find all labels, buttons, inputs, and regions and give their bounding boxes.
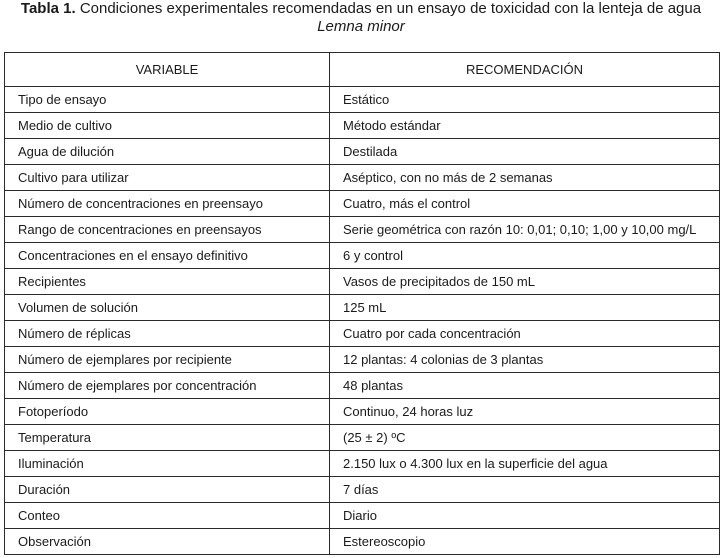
column-header-variable: VARIABLE bbox=[5, 53, 330, 87]
variable-cell: Iluminación bbox=[5, 451, 330, 477]
table-row bbox=[5, 321, 720, 347]
recommendation-cell: Destilada bbox=[330, 139, 720, 165]
recommendation-cell: Estático bbox=[330, 87, 720, 113]
table-row bbox=[5, 347, 720, 373]
variable-cell: Duración bbox=[5, 477, 330, 503]
table-body bbox=[5, 87, 720, 555]
table-row bbox=[5, 165, 720, 191]
table-header-row bbox=[5, 53, 720, 87]
conditions-table bbox=[4, 52, 720, 555]
variable-cell: Temperatura bbox=[5, 425, 330, 451]
caption-species: Lemna minor bbox=[317, 18, 405, 35]
variable-cell: Agua de dilución bbox=[5, 139, 330, 165]
recommendation-cell: (25 ± 2) ºC bbox=[330, 425, 720, 451]
variable-cell: Rango de concentraciones en preensayos bbox=[5, 217, 330, 243]
column-header-recommendation: RECOMENDACIÓN bbox=[330, 53, 720, 87]
table-row bbox=[5, 87, 720, 113]
recommendation-cell: Serie geométrica con razón 10: 0,01; 0,10; 1,00 y 10,00 mg/L bbox=[330, 217, 720, 243]
recommendation-cell: Continuo, 24 horas luz bbox=[330, 399, 720, 425]
recommendation-cell: Estereoscopio bbox=[330, 529, 720, 555]
recommendation-cell: Aséptico, con no más de 2 semanas bbox=[330, 165, 720, 191]
caption-text: Condiciones experimentales recomendadas en un ensayo de toxicidad con la lenteja de agua bbox=[75, 0, 702, 17]
variable-cell: Fotoperíodo bbox=[5, 399, 330, 425]
table-row bbox=[5, 139, 720, 165]
recommendation-cell: 7 días bbox=[330, 477, 720, 503]
recommendation-cell: 6 y control bbox=[330, 243, 720, 269]
variable-cell: Medio de cultivo bbox=[5, 113, 330, 139]
table-row bbox=[5, 243, 720, 269]
table-row bbox=[5, 373, 720, 399]
table-caption bbox=[0, 0, 722, 36]
table-row bbox=[5, 425, 720, 451]
recommendation-cell: Cuatro por cada concentración bbox=[330, 321, 720, 347]
variable-cell: Tipo de ensayo bbox=[5, 87, 330, 113]
recommendation-cell: Diario bbox=[330, 503, 720, 529]
table-row bbox=[5, 217, 720, 243]
variable-cell: Concentraciones en el ensayo definitivo bbox=[5, 243, 330, 269]
table-row bbox=[5, 503, 720, 529]
table-row bbox=[5, 269, 720, 295]
variable-cell: Número de concentraciones en preensayo bbox=[5, 191, 330, 217]
table-row bbox=[5, 113, 720, 139]
variable-cell: Número de ejemplares por concentración bbox=[5, 373, 330, 399]
recommendation-cell: 125 mL bbox=[330, 295, 720, 321]
table-row bbox=[5, 451, 720, 477]
recommendation-cell: Método estándar bbox=[330, 113, 720, 139]
variable-cell: Volumen de solución bbox=[5, 295, 330, 321]
table-row bbox=[5, 477, 720, 503]
variable-cell: Número de ejemplares por recipiente bbox=[5, 347, 330, 373]
table-row bbox=[5, 529, 720, 555]
table-row bbox=[5, 191, 720, 217]
variable-cell: Observación bbox=[5, 529, 330, 555]
recommendation-cell: 2.150 lux o 4.300 lux en la superficie del agua bbox=[330, 451, 720, 477]
table-row bbox=[5, 399, 720, 425]
recommendation-cell: 12 plantas: 4 colonias de 3 plantas bbox=[330, 347, 720, 373]
variable-cell: Número de réplicas bbox=[5, 321, 330, 347]
recommendation-cell: 48 plantas bbox=[330, 373, 720, 399]
variable-cell: Recipientes bbox=[5, 269, 330, 295]
recommendation-cell: Vasos de precipitados de 150 mL bbox=[330, 269, 720, 295]
caption-label: Tabla 1. bbox=[20, 0, 76, 17]
variable-cell: Conteo bbox=[5, 503, 330, 529]
recommendation-cell: Cuatro, más el control bbox=[330, 191, 720, 217]
variable-cell: Cultivo para utilizar bbox=[5, 165, 330, 191]
table-row bbox=[5, 295, 720, 321]
